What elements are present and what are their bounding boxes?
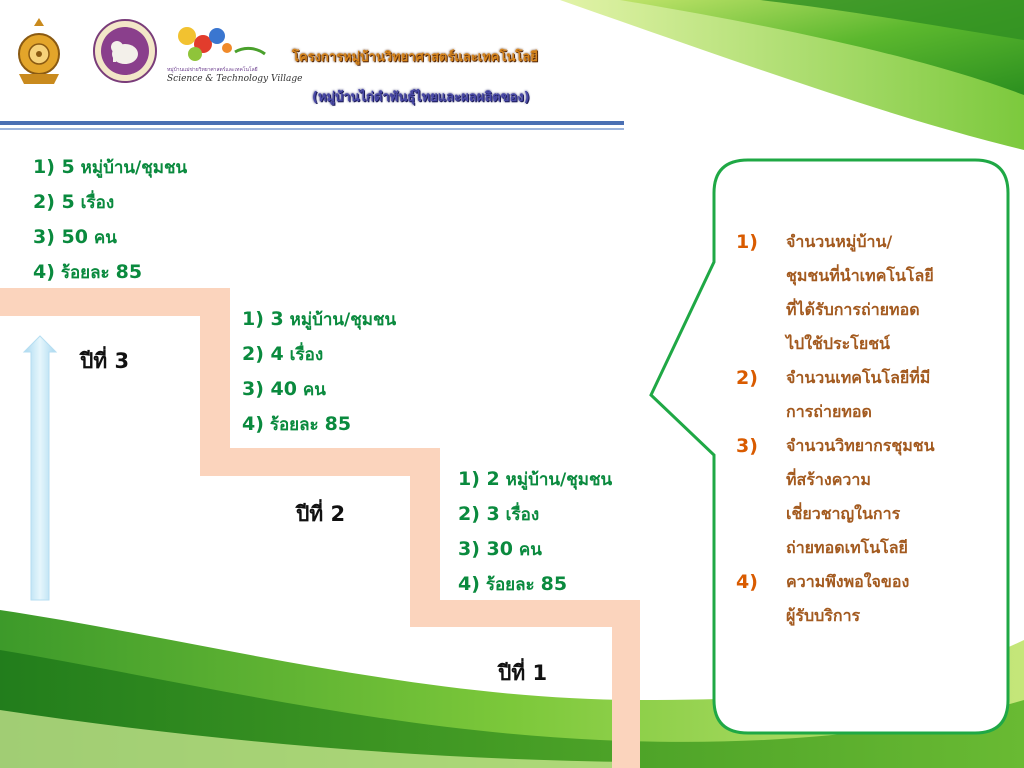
indicator-text: ผู้รับบริการ xyxy=(786,606,861,625)
indicator-text: การถ่ายทอด xyxy=(786,402,872,421)
indicator-text: ความพึงพอใจของ xyxy=(786,572,910,591)
science-village-logo xyxy=(165,22,303,92)
year2-item-1: 1) 3 หมู่บ้าน/ชุมชน xyxy=(242,308,397,330)
indicator-text: ไปใช้ประโยชน์ xyxy=(786,334,890,353)
year2-targets xyxy=(242,302,396,442)
year3-item-2: 2) 5 เรื่อง xyxy=(33,191,115,213)
year3-targets xyxy=(33,150,187,290)
indicator-text: ถ่ายทอดเทโนโลยี xyxy=(786,538,908,557)
science-village-caption: หมู่บ้านแม่ข่ายวิทยาศาสตร์และเทคโนโลยี xyxy=(167,67,258,73)
indicator-number: 1) xyxy=(736,231,758,253)
indicator-text: ที่สร้างความ xyxy=(786,470,871,489)
indicator-number: 4) xyxy=(736,571,758,593)
year1-item-1: 1) 2 หมู่บ้าน/ชุมชน xyxy=(458,468,613,490)
indicator-text: จำนวนวิทยากรชุมชน xyxy=(786,436,935,455)
indicator-item-4 xyxy=(736,565,996,633)
year1-item-4: 4) ร้อยละ 85 xyxy=(458,573,568,595)
year3-item-1: 1) 5 หมู่บ้าน/ชุมชน xyxy=(33,156,188,178)
year3-label: ปีที่ 3 xyxy=(80,349,130,373)
indicator-number: 2) xyxy=(736,367,758,389)
year2-item-3: 3) 40 คน xyxy=(242,378,326,400)
indicator-text: ชุมชนที่นำเทคโนโลยี xyxy=(786,266,934,285)
year1-item-3: 3) 30 คน xyxy=(458,538,542,560)
year3-item-4: 4) ร้อยละ 85 xyxy=(33,261,143,283)
indicator-item-1 xyxy=(736,225,996,361)
year1-label: ปีที่ 1 xyxy=(498,661,548,685)
year3-item-3: 3) 50 คน xyxy=(33,226,117,248)
year2-item-4: 4) ร้อยละ 85 xyxy=(242,413,352,435)
science-village-subtitle: Science & Technology Village xyxy=(167,74,303,84)
indicator-text: จำนวนหมู่บ้าน/ xyxy=(786,232,893,251)
indicator-callout xyxy=(736,225,996,633)
indicator-text: จำนวนเทคโนโลยีที่มี xyxy=(786,368,931,387)
indicator-number: 3) xyxy=(736,435,758,457)
project-title-line2: (หมู่บ้านไก่ดำพันธุ์ไทยและผลผลิตของ) xyxy=(312,90,530,105)
year1-item-2: 2) 3 เรื่อง xyxy=(458,503,540,525)
year1-targets xyxy=(458,462,612,602)
indicator-item-3 xyxy=(736,429,996,565)
elephant-seal-logo xyxy=(92,18,158,84)
year2-item-2: 2) 4 เรื่อง xyxy=(242,343,324,365)
indicator-text: ที่ได้รับการถ่ายทอด xyxy=(786,300,920,319)
university-emblem-logo xyxy=(14,16,64,88)
project-title-line1: โครงการหมู่บ้านวิทยาศาสตร์และเทคโนโลยี xyxy=(292,50,538,65)
year2-label: ปีที่ 2 xyxy=(296,502,346,526)
indicator-text: เชี่ยวชาญในการ xyxy=(786,504,901,523)
indicator-item-2 xyxy=(736,361,996,429)
